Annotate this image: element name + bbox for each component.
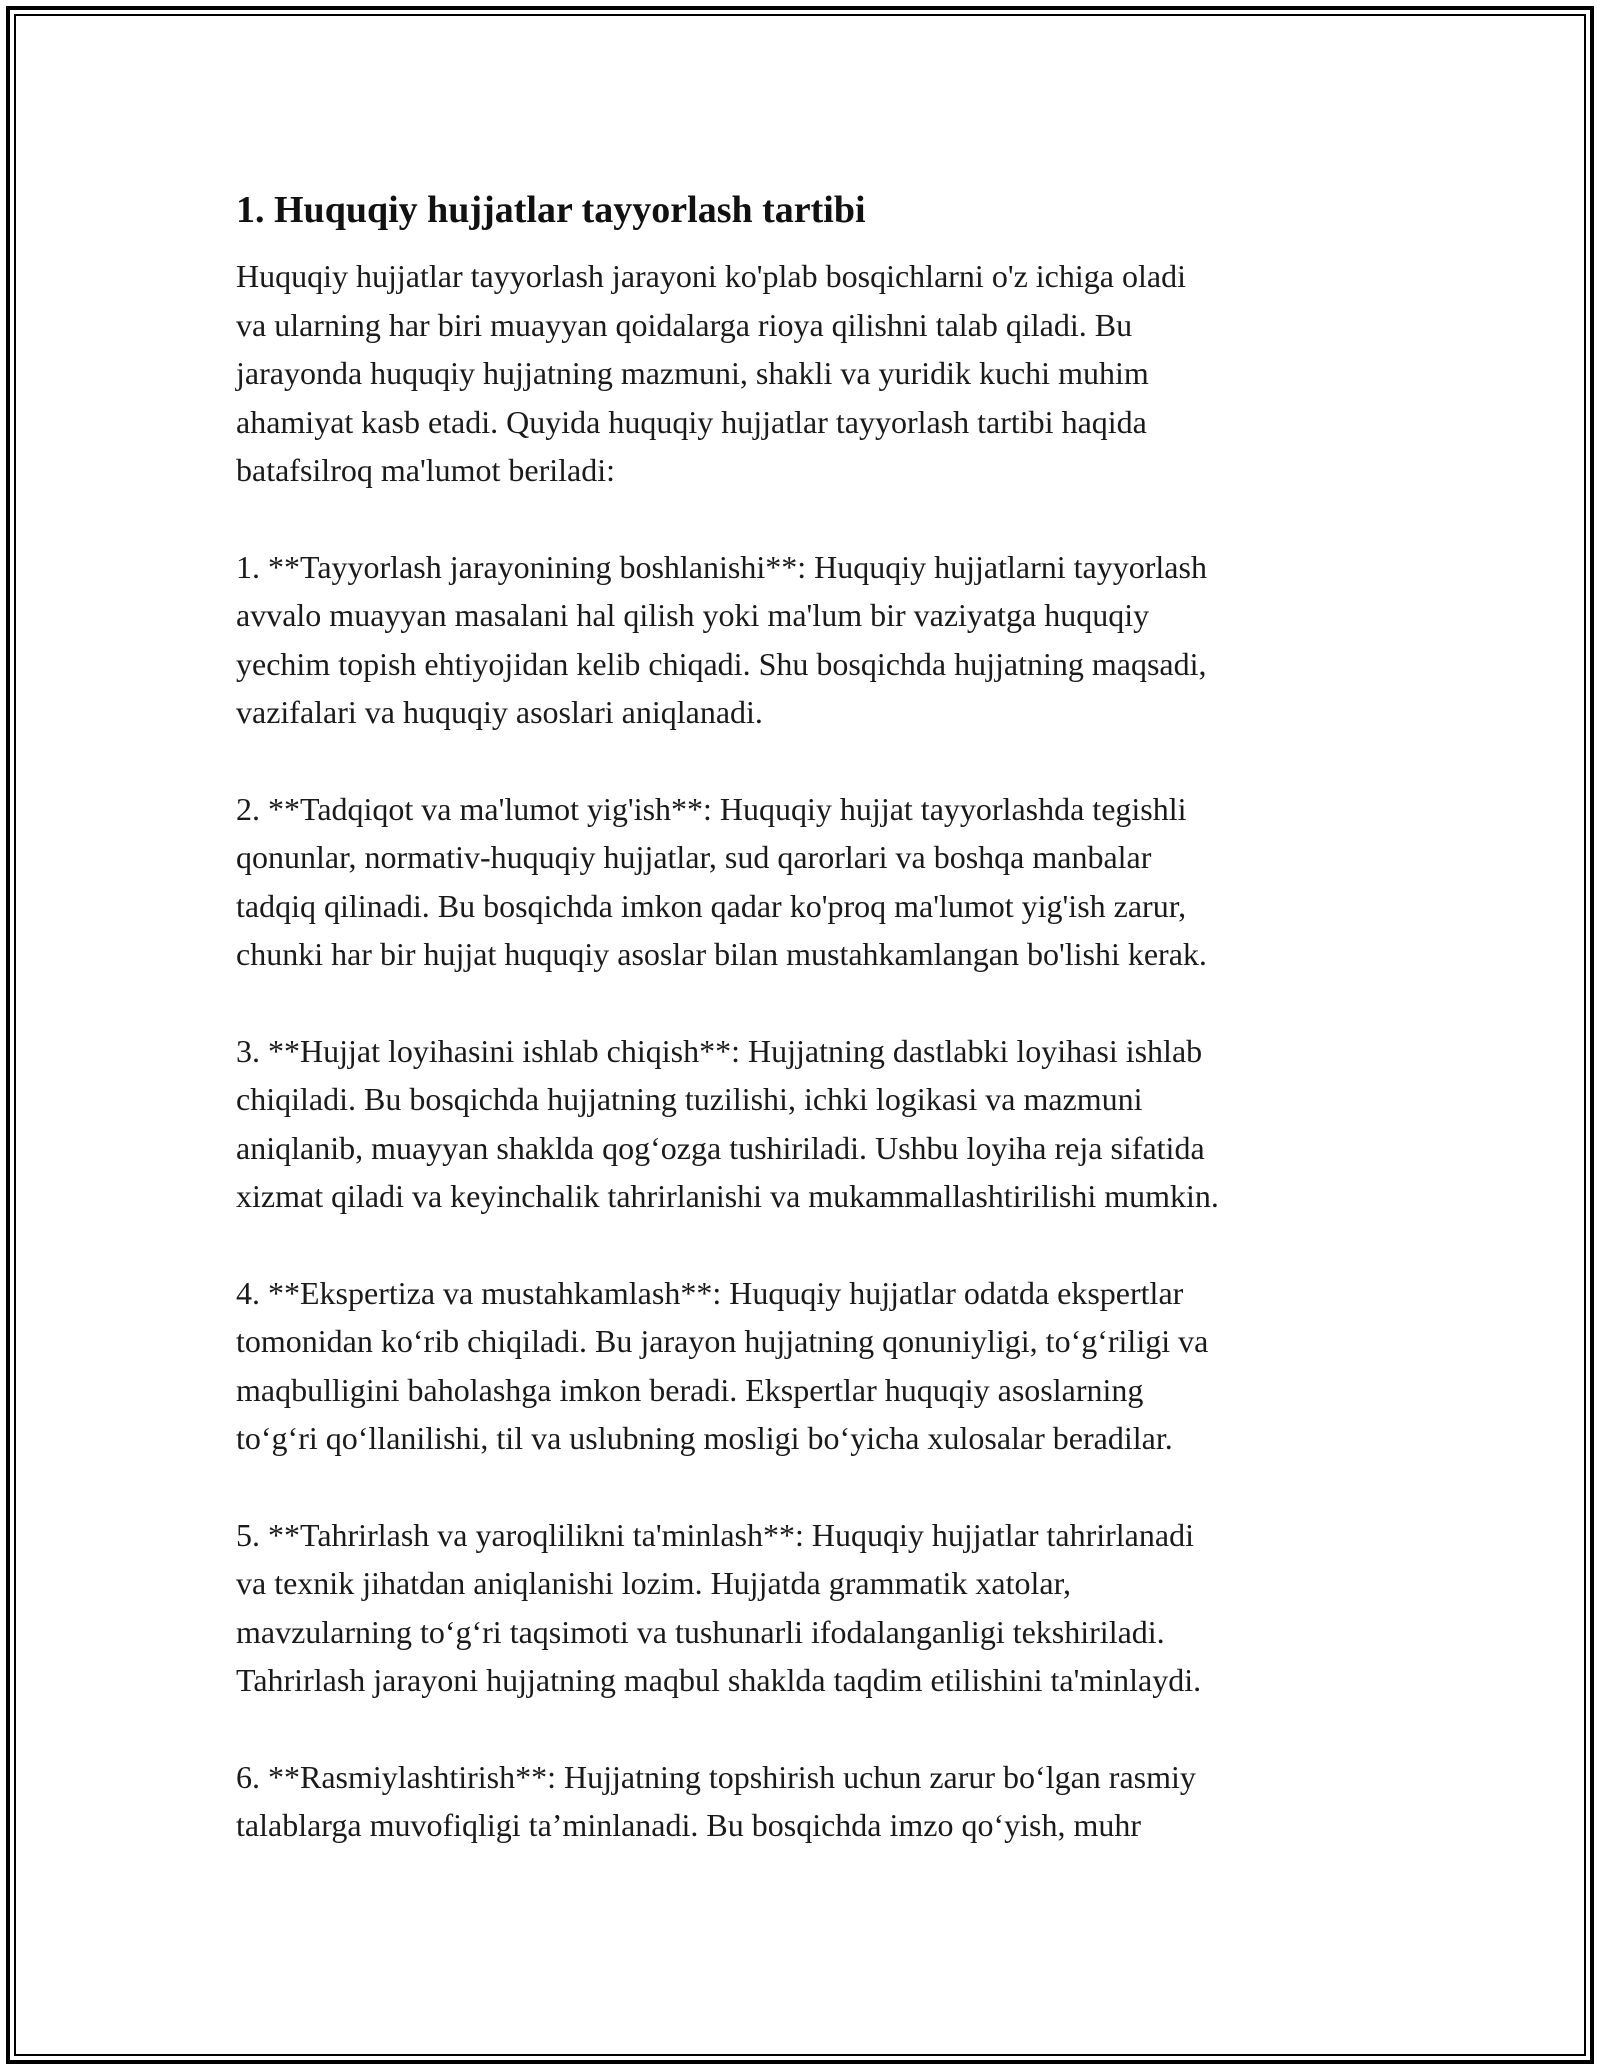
document-body <box>236 180 1376 1850</box>
step-5-paragraph: 5. **Tahrirlash va yaroqlilikni ta'minlash**: Huquqiy hujjatlar tahrirlanadi va texnik jihatdan aniqlanishi lozim. Hujjatda grammatik xatolar, mavzularning to‘g‘ri taqsimoti va tushunarli ifodalanganligi tekshiriladi. Tahrirlash jarayoni hujjatning maqbul shaklda taqdim etilishini ta'minlaydi. <box>236 1516 1202 1698</box>
paragraph-spacer <box>236 1705 1376 1753</box>
document-title: 1. Huquqiy hujjatlar tayyorlash tartibi <box>236 189 866 231</box>
step-2-paragraph: 2. **Tadqiqot va ma'lumot yig'ish**: Huquqiy hujjat tayyorlashda tegishli qonunlar, normativ-huquqiy hujjatlar, sud qarorlari va boshqa manbalar tadqiq qilinadi. Bu bosqichda imkon qadar ko'proq ma'lumot yig'ish zarur, chunki har bir hujjat huquqiy asoslar bilan mustahkamlangan bo'lishi kerak. <box>236 790 1207 972</box>
paragraph-spacer <box>236 495 1376 543</box>
step-4-paragraph: 4. **Ekspertiza va mustahkamlash**: Huquqiy hujjatlar odatda ekspertlar tomonidan ko‘rib chiqiladi. Bu jarayon hujjatning qonuniyligi, to‘g‘riligi va maqbulligini baholashga imkon beradi. Ekspertlar huquqiy asoslarning to‘g‘ri qo‘llanilishi, til va uslubning mosligi bo‘yicha xulosalar beradilar. <box>236 1274 1209 1456</box>
paragraph-spacer <box>236 1221 1376 1269</box>
paragraph-spacer <box>236 979 1376 1027</box>
step-3-paragraph: 3. **Hujjat loyihasini ishlab chiqish**: Hujjatning dastlabki loyihasi ishlab chiqiladi. Bu bosqichda hujjatning tuzilishi, ichki logikasi va mazmuni aniqlanib, muayyan shaklda qog‘ozga tushiriladi. Ushbu loyiha reja sifatida xizmat qiladi va keyinchalik tahrirlanishi va mukammallashtirilishi mumkin. <box>236 1032 1219 1214</box>
step-1-paragraph: 1. **Tayyorlash jarayonining boshlanishi**: Huquqiy hujjatlarni tayyorlash avvalo muayyan masalani hal qilish yoki ma'lum bir vaziyatga huquqiy yechim topish ehtiyojidan kelib chiqadi. Shu bosqichda hujjatning maqsadi, vazifalari va huquqiy asoslari aniqlanadi. <box>236 548 1207 730</box>
paragraph-spacer <box>236 737 1376 785</box>
intro-paragraph: Huquqiy hujjatlar tayyorlash jarayoni ko'plab bosqichlarni o'z ichiga oladi va ularning har biri muayyan qoidalarga rioya qilishni talab qiladi. Bu jarayonda huquqiy hujjatning mazmuni, shakli va yuridik kuchi muhim ahamiyat kasb etadi. Quyida huquqiy hujjatlar tayyorlash tartibi haqida batafsilroq ma'lumot beriladi: <box>236 258 1186 488</box>
paragraph-spacer <box>236 1463 1376 1511</box>
step-6-paragraph: 6. **Rasmiylashtirish**: Hujjatning topshirish uchun zarur bo‘lgan rasmiy talablarga muvofiqligi ta’minlanadi. Bu bosqichda imzo qo‘yish, muhr <box>236 1758 1196 1843</box>
